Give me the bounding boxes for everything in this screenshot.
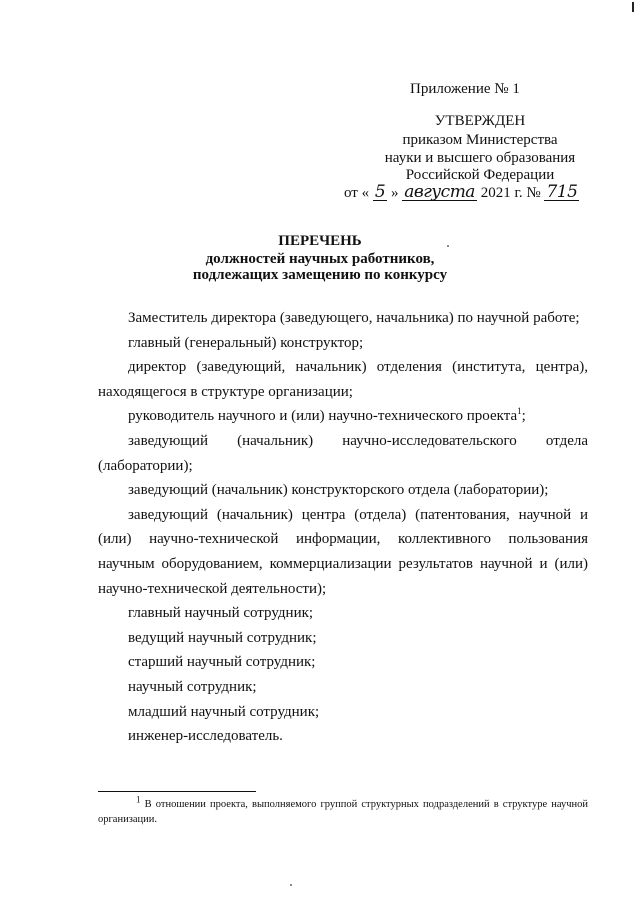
list-item: заведующий (начальник) центра (отдела) (патентования, научной и (или) научно-технической информации, коллективного пользования научным оборудованием, коммерциализации результатов научной и (или) научно-технической деятельности);	[98, 506, 588, 597]
list-item: ведущий научный сотрудник;	[128, 629, 317, 646]
order-prefix: от «	[344, 185, 370, 201]
footnote-text: В отношении проекта, выполняемого группой структурных подразделений в структуре научной организации.	[98, 799, 588, 825]
list-item	[98, 404, 588, 429]
order-mid: »	[390, 185, 399, 201]
list-item-text: руководитель научного и (или) научно-технического проекта	[128, 408, 518, 425]
document-subtitle-1: должностей научных работников,	[205, 251, 435, 267]
list-item: главный научный сотрудник;	[128, 605, 314, 622]
footnote-divider	[98, 791, 256, 792]
footnote	[98, 794, 588, 827]
list-item: старший научный сотрудник;	[128, 654, 316, 671]
list-item: Заместитель директора (заведующего, начальника) по научной работе;	[128, 310, 580, 326]
document-subtitle-2: подлежащих замещению по конкурсу	[192, 267, 448, 283]
approval-line-1: приказом Министерства	[402, 132, 558, 148]
order-number: 715	[546, 182, 578, 202]
list-item: младший научный сотрудник;	[128, 703, 320, 720]
scan-artifact	[632, 2, 634, 12]
list-item: инженер-исследователь.	[128, 728, 283, 745]
list-item: заведующий (начальник) конструкторского отдела (лаборатории);	[128, 482, 549, 499]
order-date-line	[344, 184, 624, 202]
order-day: 5	[374, 182, 386, 202]
order-year: 2021 г. №	[480, 185, 541, 201]
approval-line-2: науки и высшего образования	[384, 150, 576, 166]
document-title: ПЕРЕЧЕНЬ	[278, 233, 362, 249]
list-item: главный (генеральный) конструктор;	[128, 334, 364, 351]
approval-title: УТВЕРЖДЕН	[434, 113, 526, 129]
order-month: августа	[404, 182, 475, 202]
footnote-marker: 1	[136, 794, 141, 805]
list-item: директор (заведующий, начальник) отделения (института, центра), находящегося в структуре организации;	[98, 359, 588, 400]
positions-list	[98, 306, 588, 749]
scan-speck	[290, 884, 292, 886]
footnote-reference: 1	[517, 406, 522, 417]
appendix-label: Приложение № 1	[410, 81, 520, 97]
list-item-tail: ;	[521, 408, 526, 425]
list-item: научный сотрудник;	[128, 678, 257, 695]
approval-line-3: Российской Федерации	[405, 167, 555, 183]
list-item: заведующий (начальник) научно-исследовательского отдела (лаборатории);	[98, 432, 588, 474]
